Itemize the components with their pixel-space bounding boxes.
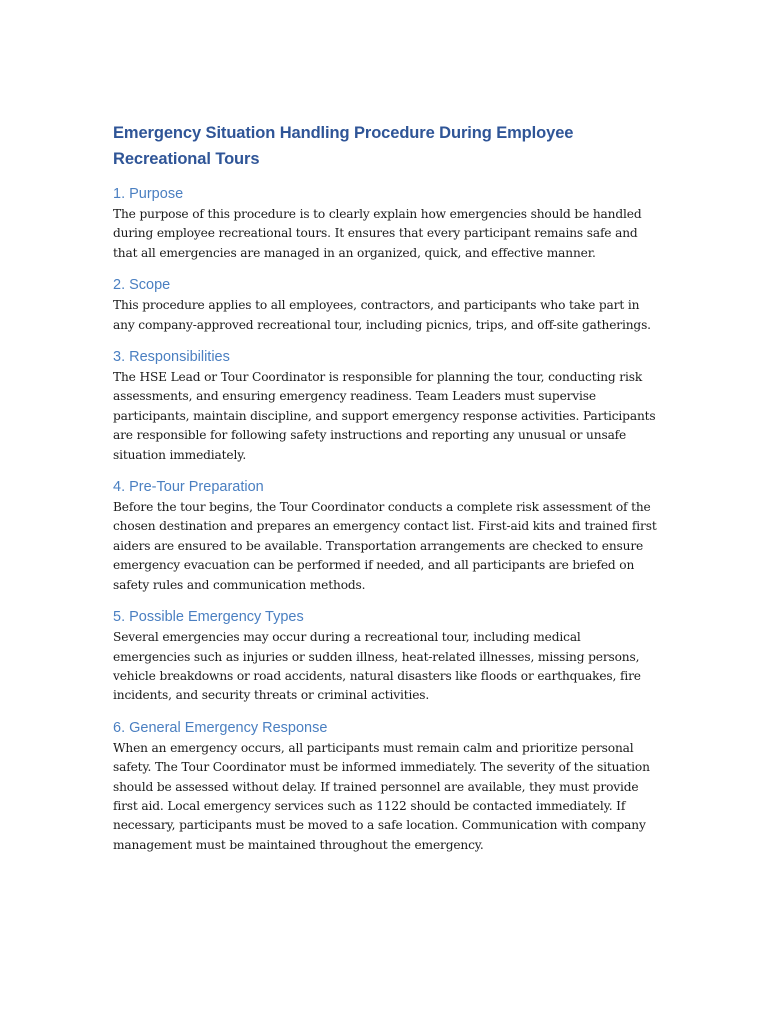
document-page (113, 120, 658, 867)
section-scope (113, 275, 658, 335)
section-responsibilities (113, 347, 658, 465)
section-body: This procedure applies to all employees, contractors, and participants who take part in any company-approved recreational tour, including picnics, trips, and off-site gatherings. (113, 298, 651, 332)
section-body: Several emergencies may occur during a recreational tour, including medical emergencies such as injuries or sudden illness, heat-related illnesses, missing persons, vehicle breakdowns or road accidents, natural disasters like floods or earthquakes, fire incidents, and security threats or criminal activities. (113, 630, 641, 703)
section-heading: 4. Pre-Tour Preparation (113, 479, 264, 496)
section-possible-emergency-types (113, 607, 658, 706)
section-body: The purpose of this procedure is to clearly explain how emergencies should be handled during employee recreational tours. It ensures that every participant remains safe and that all emergencies are managed in an organized, quick, and effective manner. (113, 207, 642, 260)
section-heading: 6. General Emergency Response (113, 719, 328, 736)
document-title: Emergency Situation Handling Procedure During Employee Recreational Tours (113, 124, 574, 168)
section-purpose (113, 184, 658, 263)
section-pre-tour-preparation (113, 477, 658, 595)
section-heading: 2. Scope (113, 277, 171, 294)
section-general-emergency-response (113, 718, 658, 855)
section-heading: 3. Responsibilities (113, 349, 230, 366)
section-heading: 5. Possible Emergency Types (113, 609, 304, 626)
section-body: The HSE Lead or Tour Coordinator is responsible for planning the tour, conducting risk assessments, and ensuring emergency readiness. Team Leaders must supervise participants, maintain discipline, and support emergency response activities. Participants are responsible for following safety instructions and reporting any unusual or unsafe situation immediately. (113, 370, 656, 462)
section-heading: 1. Purpose (113, 186, 184, 202)
section-body: When an emergency occurs, all participants must remain calm and prioritize personal safety. The Tour Coordinator must be informed immediately. The severity of the situation should be assessed without delay. If trained personnel are available, they must provide first aid. Local emergency services such as 1122 should be contacted immediately. If necessary, participants must be moved to a safe location. Communication with company management must be maintained throughout the emergency. (113, 740, 650, 852)
section-body: Before the tour begins, the Tour Coordinator conducts a complete risk assessment of the chosen destination and prepares an emergency contact list. First-aid kits and trained first aiders are ensured to be available. Transportation arrangements are checked to ensure emergency evacuation can be performed if needed, and all participants are briefed on safety rules and communication methods. (113, 500, 657, 592)
